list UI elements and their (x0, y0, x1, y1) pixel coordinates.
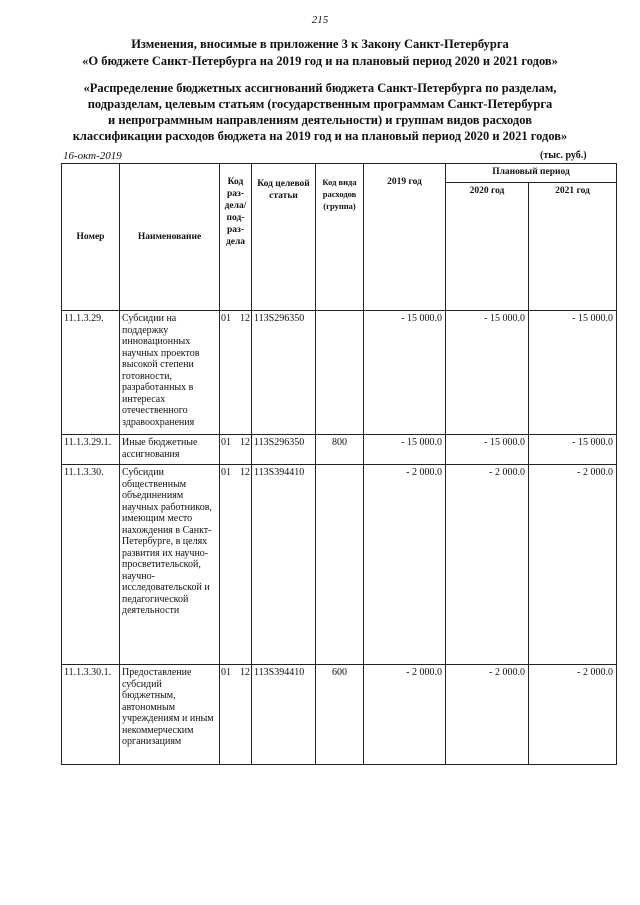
header-target: Код целевой статьи (252, 164, 316, 311)
row-kind: 600 (316, 665, 364, 765)
row-razdel: 01 (221, 313, 231, 324)
row-2021: - 2 000.0 (529, 465, 617, 665)
row-name: Субсидии общественным объединениям научных работников, имеющим место нахождения в Санкт-Петербурге, в целях развития их научно-просветительской, научно-исследовательской и педагогической деятельности (120, 465, 220, 665)
row-target: 113S296350 (252, 435, 316, 465)
row-2019: - 15 000.0 (364, 435, 446, 465)
row-2020: - 2 000.0 (446, 665, 529, 765)
table-row (62, 311, 617, 435)
header-planned: Плановый период (446, 164, 617, 183)
row-target: 113S394410 (252, 465, 316, 665)
header-number: Номер (62, 164, 120, 311)
row-kind (316, 311, 364, 435)
row-2020: - 15 000.0 (446, 435, 529, 465)
row-number: 11.1.3.29.1. (62, 435, 120, 465)
header-2019: 2019 год (364, 164, 446, 311)
table-row (62, 435, 617, 465)
row-2020: - 15 000.0 (446, 311, 529, 435)
row-kind (316, 465, 364, 665)
row-section (220, 465, 252, 665)
row-name: Субсидии на поддержку инновационных научных проектов высокой степени готовности, разработанных в интересах отечественного здравоохранения (120, 311, 220, 435)
units-label: (тыс. руб.) (540, 150, 587, 161)
row-target: 113S394410 (252, 665, 316, 765)
row-podrazdel: 12 (240, 313, 250, 324)
row-2021: - 15 000.0 (529, 435, 617, 465)
header-section: Код раз- дела/ под- раз- дела (220, 164, 252, 311)
header-name: Наименование (120, 164, 220, 311)
row-section (220, 311, 252, 435)
header-2020: 2020 год (446, 183, 529, 311)
document-subtitle-line: классификации расходов бюджета на 2019 год и на плановый период 2020 и 2021 годов» (72, 129, 568, 143)
table-row (62, 465, 617, 665)
document-date: 16-окт-2019 (63, 150, 122, 162)
row-number: 11.1.3.30. (62, 465, 120, 665)
row-razdel: 01 (221, 667, 231, 678)
document-title-line: «О бюджете Санкт-Петербурга на 2019 год и на плановый период 2020 и 2021 годов» (82, 54, 558, 68)
document-subtitle-line: «Распределение бюджетных ассигнований бюджета Санкт-Петербурга по разделам, (83, 81, 557, 95)
row-section (220, 435, 252, 465)
row-podrazdel: 12 (240, 667, 250, 678)
page-number: 215 (311, 14, 329, 26)
header-2021: 2021 год (529, 183, 617, 311)
row-name: Предоставление субсидий бюджетным, автономным учреждениям и иным некоммерческим организациям (120, 665, 220, 765)
row-podrazdel: 12 (240, 467, 250, 478)
row-2021: - 15 000.0 (529, 311, 617, 435)
document-subtitle-line: и непрограммным направлениям деятельности) и группам видов расходов (108, 113, 532, 127)
row-2019: - 2 000.0 (364, 465, 446, 665)
row-kind: 800 (316, 435, 364, 465)
row-target: 113S296350 (252, 311, 316, 435)
row-2021: - 2 000.0 (529, 665, 617, 765)
row-razdel: 01 (221, 437, 231, 448)
row-2019: - 2 000.0 (364, 665, 446, 765)
document-subtitle-line: подразделам, целевым статьям (государственным программам Санкт-Петербурга (87, 97, 553, 111)
row-name: Иные бюджетные ассигнования (120, 435, 220, 465)
budget-table (61, 163, 617, 765)
row-podrazdel: 12 (240, 437, 250, 448)
document-title (20, 36, 620, 70)
row-section (220, 665, 252, 765)
document-title-line: Изменения, вносимые в приложение 3 к Закону Санкт-Петербурга (131, 37, 509, 51)
row-number: 11.1.3.29. (62, 311, 120, 435)
row-number: 11.1.3.30.1. (62, 665, 120, 765)
header-kind: Код вида расходов (группа) (316, 164, 364, 311)
table-row (62, 665, 617, 765)
row-2020: - 2 000.0 (446, 465, 529, 665)
row-2019: - 15 000.0 (364, 311, 446, 435)
row-razdel: 01 (221, 467, 231, 478)
document-subtitle (20, 80, 620, 144)
